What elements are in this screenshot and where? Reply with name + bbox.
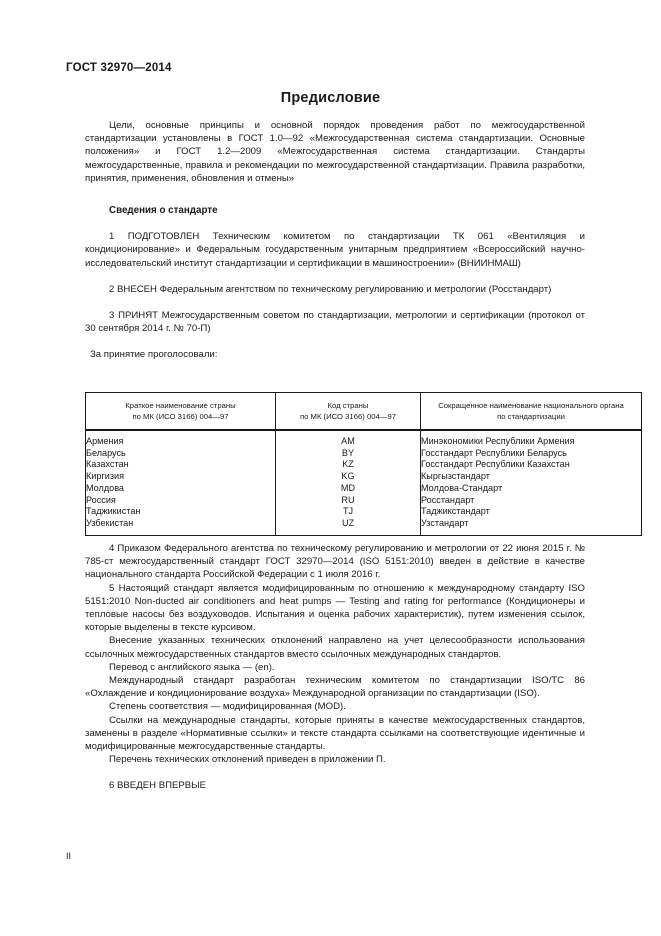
standard-info-item-6: 6 ВВЕДЕН ВПЕРВЫЕ xyxy=(109,780,207,792)
table-header xyxy=(86,393,642,431)
table-header-country-line1: Краткое наименование страны xyxy=(125,401,236,410)
countries-table xyxy=(85,392,642,536)
cell-code: KG xyxy=(276,471,421,483)
table-row xyxy=(86,518,642,535)
page-number: II xyxy=(66,851,72,861)
table-row xyxy=(86,495,642,507)
intro-paragraph: Цели, основные принципы и основной порядок проведения работ по межгосударственной стандартизации установлены в ГОСТ 1.0—92 «Межгосударственная система стандартизации. Основные положения» и ГОСТ 1.2—2009 «Межгосударственная система стандартизации. Стандарты межгосударственные, правила и рекомендации по межгосударственной стандартизации. Правила разработки, принятия, применения, обновления и отмены» xyxy=(85,120,585,184)
cell-body: Кыргызстандарт xyxy=(421,471,642,483)
cell-country: Таджикистан xyxy=(86,506,276,518)
standard-info-item-5: 5 Настоящий стандарт является модифицированным по отношению к международному стандарту ISO 5151:2010 Non-ducted air conditioners and heat pumps — Testing and rating for performance (Кондиционеры и тепловые насосы без воздуховодов. Испытания и оценка рабочих характеристик), путем изменения ссылок, которые выделены в тексте курсивом. xyxy=(85,582,585,634)
table-header-row xyxy=(86,393,642,431)
standard-number: ГОСТ 32970—2014 xyxy=(66,62,172,74)
note-appendix: Перечень технических отклонений приведен в приложении П. xyxy=(109,754,386,766)
cell-body: Госстандарт Республики Беларусь xyxy=(421,448,642,460)
cell-code: UZ xyxy=(276,518,421,535)
cell-country: Казахстан xyxy=(86,459,276,471)
cell-code: MD xyxy=(276,483,421,495)
cell-code: RU xyxy=(276,495,421,507)
table-row xyxy=(86,506,642,518)
cell-body: Узстандарт xyxy=(421,518,642,535)
table-header-code xyxy=(276,393,421,431)
page-title: Предисловие xyxy=(280,90,381,106)
spacer xyxy=(85,296,585,309)
cell-country: Киргизия xyxy=(86,471,276,483)
table-header-code-line1: Код страны xyxy=(327,401,369,410)
cell-body: Молдова-Стандарт xyxy=(421,483,642,495)
note-references: Ссылки на международные стандарты, которые приняты в качестве межгосударственных стандартов, заменены в разделе «Нормативные ссылки» и тексте стандарта ссылками на соответствующие идентичные и модифицированные межгосударственные стандарты. xyxy=(85,714,585,753)
spacer xyxy=(85,217,585,230)
table-header-country-line2: по МК (ИСО 3166) 004—97 xyxy=(132,412,229,421)
standard-info-item-2: 2 ВНЕСЕН Федеральным агентством по техническому регулированию и метрологии (Росстандарт) xyxy=(109,283,552,295)
cell-code: KZ xyxy=(276,459,421,471)
cell-code: TJ xyxy=(276,506,421,518)
table-header-country xyxy=(86,393,276,431)
cell-body: Госстандарт Республики Казахстан xyxy=(421,459,642,471)
standard-info-item-1: 1 ПОДГОТОВЛЕН Техническим комитетом по стандартизации ТК 061 «Вентиляция и кондиционирование» и Федеральным государственным унитарным предприятием «Всероссийский научно-исследовательский институт стандартизации и сертификации в машиностроении» (ВНИИНМАШ) xyxy=(85,231,585,269)
cell-body: Минэкономики Республики Армения xyxy=(421,430,642,448)
spacer xyxy=(85,270,585,283)
note-iso-tc: Международный стандарт разработан техническим комитетом по стандартизации ISO/TC 86 «Охлаждение и кондиционирование воздуха» Международной организации по стандартизации (ISO). xyxy=(85,675,585,700)
note-conformity: Степень соответствия — модифицированная (MOD). xyxy=(109,701,346,713)
cell-country: Молдова xyxy=(86,483,276,495)
table-row xyxy=(86,483,642,495)
spacer xyxy=(85,185,585,204)
table-row xyxy=(86,448,642,460)
cell-body: Таджикстандарт xyxy=(421,506,642,518)
cell-country: Узбекистан xyxy=(86,518,276,535)
note-deviations: Внесение указанных технических отклонений направлено на учет целесообразности использования ссылочных межгосударственных стандартов вместо ссылочных международных стандартов. xyxy=(85,635,585,660)
cell-code: AM xyxy=(276,430,421,448)
cell-body: Росстандарт xyxy=(421,495,642,507)
table-header-body xyxy=(421,393,642,431)
spacer xyxy=(85,335,585,348)
table-header-body-line1: Сокращенное наименование национального органа xyxy=(438,401,624,410)
table-header-code-line2: по МК (ИСО 3166) 004—97 xyxy=(299,412,397,421)
cell-country: Беларусь xyxy=(86,448,276,460)
document-body-top xyxy=(85,119,585,362)
cell-code: BY xyxy=(276,448,421,460)
cell-country: Россия xyxy=(86,495,276,507)
countries-table-wrapper xyxy=(85,392,642,536)
table-header-body-line2: по стандартизации xyxy=(497,412,565,421)
table-row xyxy=(86,430,642,448)
cell-country: Армения xyxy=(86,430,276,448)
standard-info-heading: Сведения о стандарте xyxy=(109,205,218,217)
vote-line: За принятие проголосовали: xyxy=(90,349,218,361)
note-translation: Перевод с английского языка — (en). xyxy=(109,661,275,673)
table-row xyxy=(86,459,642,471)
document-body-bottom xyxy=(85,542,585,793)
standard-info-item-3: 3 ПРИНЯТ Межгосударственным советом по стандартизации, метрологии и сертификации (протокол от 30 сентября 2014 г. № 70-П) xyxy=(85,310,585,335)
spacer xyxy=(85,766,585,779)
standard-info-item-4: 4 Приказом Федерального агентства по техническому регулированию и метрологии от 22 июня 2015 г. № 785-ст межгосударственный стандарт ГОСТ 32970—2014 (ISO 5151:2010) введен в действие в качестве национального стандарта Российской Федерации с 1 июля 2016 г. xyxy=(85,543,585,581)
table-body xyxy=(86,430,642,535)
table-row xyxy=(86,471,642,483)
